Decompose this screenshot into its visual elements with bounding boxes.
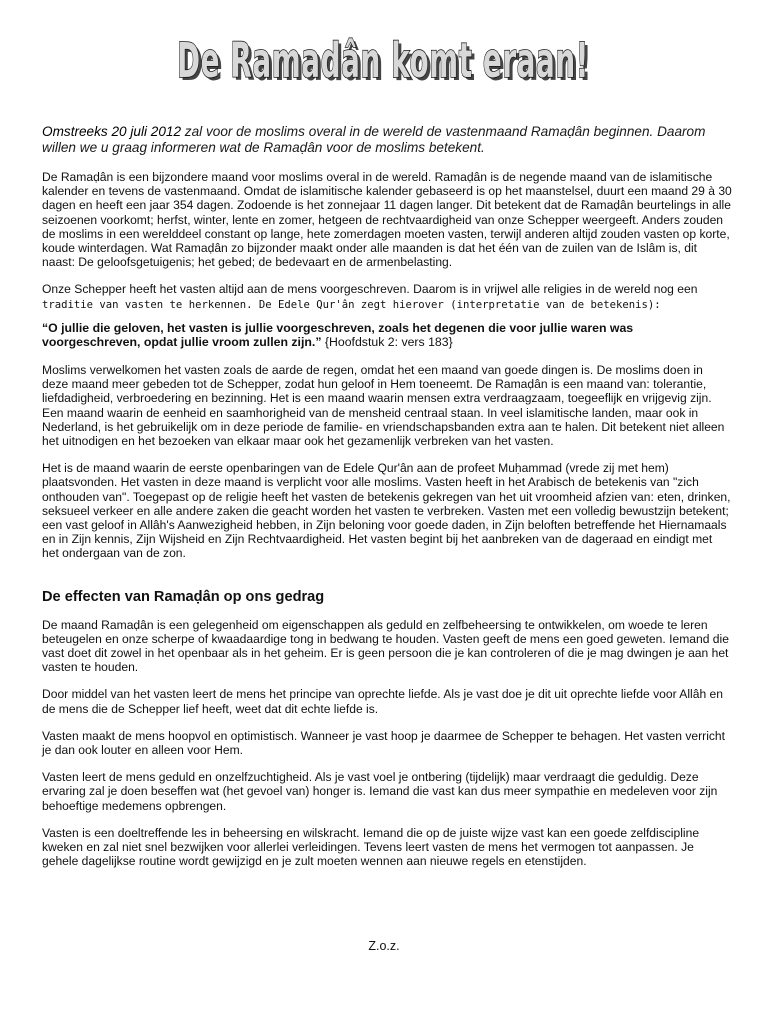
quran-quote-reference: {Hoofdstuk 2: vers 183} — [321, 335, 453, 350]
paragraph-effects-sympathy: Vasten leert de mens geduld en onzelfzuchtigheid. Als je vast voel je ontbering (tijdelijk) maar verdraagt die geduldig. Deze ervaring zal je doen beseffen wat (het gevoel van) honger is. Iemand die vast kan dus meer sympathie en medeleven voor zijn behoeftige medemens opbrengen. — [42, 770, 718, 813]
page-footer-continue: Z.o.z. — [368, 939, 400, 953]
intro-text: zal voor de moslims overal in de wereld de vastenmaand Ramaḍân beginnen. Daarom willen we u graag informeren wat de Ramaḍân voor de moslims betekent. — [42, 124, 706, 155]
page-title: De Ramadân komt eraan! — [177, 33, 589, 89]
title-banner — [0, 30, 768, 90]
paragraph-fasting-prescribed-note: traditie van vasten te herkennen. De Edele Qur'ân zegt hierover (interpretatie van de betekenis): — [42, 298, 661, 311]
quran-quote-text: “O jullie die geloven, het vasten is jullie voorgeschreven, zoals het degenen die voor jullie waren was voorgeschreven, opdat jullie vroom zullen zijn.” — [42, 320, 634, 350]
paragraph-revelation: Het is de maand waarin de eerste openbaringen van de Edele Qur'ân aan de profeet Muḥammad (vrede zij met hem) plaatsvonden. Het vasten in deze maand is verplicht voor alle moslims. Vasten heeft in het Arabisch de betekenis van "zich onthouden van". Toegepast op de religie heeft het vasten de betekenis gekregen van het uit vroomheid afzien van: eten, drinken, seksueel verkeer en alle andere zaken die geacht worden het vasten te verbreken. Vasten met een volledig bewustzijn betekent; een vast geloof in Allâh's Aanwezigheid hebben, in Zijn beloning voor goede daden, in Zijn beloften betreffende het Hiernamaals en in Zijn kennis, Zijn Wijsheid en Zijn Rechtvaardigheid. Het vasten begint bij het aanbreken van de dageraad en eindigt met het ondergaan van de zon. — [42, 461, 731, 561]
paragraph-ramadan-description: De Ramaḍân is een bijzondere maand voor moslims overal in de wereld. Ramaḍân is de negende maand van de islamitische kalender en tevens de vastenmaand. Omdat de islamitische kalender gebaseerd is op het maanstelsel, duurt een maand 29 à 30 dagen en heeft een jaar 354 dagen. Zodoende is het zonnejaar 11 dagen langer. Dit betekent dat de Ramaḍân beurtelings in alle seizoenen voorkomt; herfst, winter, lente en zomer, hetgeen de rechtvaardigheid van onze Schepper weergeeft. Anders zouden de moslims in een werelddeel constant op lange, hete zomerdagen moeten vasten, terwijl anderen altijd zouden vasten op korte, koude winterdagen. Wat Ramaḍân zo bijzonder maakt onder alle maanden is dat het één van de zuilen van de Islâm is, dit naast: De geloofsgetuigenis; het gebed; de bedevaart en de armenbelasting. — [42, 170, 732, 270]
quran-quote — [42, 321, 732, 350]
paragraph-effects-discipline: Vasten is een doeltreffende les in beheersing en wilskracht. Iemand die op de juiste wijze vast kan een goede zelfdiscipline kweken en zal niet snel bezwijken voor allerlei verleidingen. Tevens leert vasten de mens het vermogen tot aanpassen. Je gehele dagelijkse routine wordt gewijzigd en je zult moeten wennen aan nieuwe regels en etenstijden. — [42, 825, 700, 869]
section-heading-effects: De effecten van Ramaḍân op ons gedrag — [42, 588, 325, 605]
paragraph-fasting-prescribed-text: Onze Schepper heeft het vasten altijd aan de mens voorgeschreven. Daarom is in vrijwel alle religies in de wereld nog een — [42, 282, 698, 297]
intro-date: Omstreeks 20 juli 2012 — [42, 124, 182, 139]
article-body — [42, 124, 732, 869]
intro-paragraph — [42, 124, 732, 156]
page-title-graphic — [154, 30, 614, 90]
paragraph-fasting-prescribed — [42, 282, 732, 311]
paragraph-welcome-fasting: Moslims verwelkomen het vasten zoals de aarde de regen, omdat het een maand van goede dingen is. De moslims doen in deze maand meer gebeden tot de Schepper, zodat hun geloof in Hem toeneemt. De Ramaḍân is een maand van: tolerantie, liefdadigheid, verbroedering en bezinning. Het is een maand waarin mensen extra verdraagzaam, toegeeflijk en vrijgevig zijn. Een maand waarin de eenheid en saamhorigheid van de mensheid centraal staan. In veel islamitische landen, maar ook in Nederland, is het gebruikelijk om in deze periode de familie- en vriendschapsbanden extra aan te halen. Dit betekent niet alleen het uitnodigen en het bezoeken van elkaar maar ook het gezamenlijk verbreken van het vasten. — [42, 363, 725, 449]
paragraph-effects-hope: Vasten maakt de mens hoopvol en optimistisch. Wanneer je vast hoop je daarmee de Schepper te behagen. Het vasten verricht je dan ook louter en alleen voor Hem. — [42, 728, 726, 758]
paragraph-effects-patience: De maand Ramaḍân is een gelegenheid om eigenschappen als geduld en zelfbeheersing te ontwikkelen, om woede te leren beteugelen en onze scherpe of kwaadaardige tong in bedwang te houden. Vasten geeft de mens een goed geweten. Iemand die vast doet dit zowel in het openbaar als in het geheim. Er is geen persoon die je kan controleren of die je mag dwingen je aan het vasten te houden. — [42, 617, 729, 675]
page-title-shadow: De Ramadân komt eraan! — [180, 36, 592, 90]
paragraph-effects-love: Door middel van het vasten leert de mens het principe van oprechte liefde. Als je vast doe je dit uit oprechte liefde voor Allâh en de mens die de Schepper lief heeft, weet dat dit echte liefde is. — [42, 687, 724, 716]
